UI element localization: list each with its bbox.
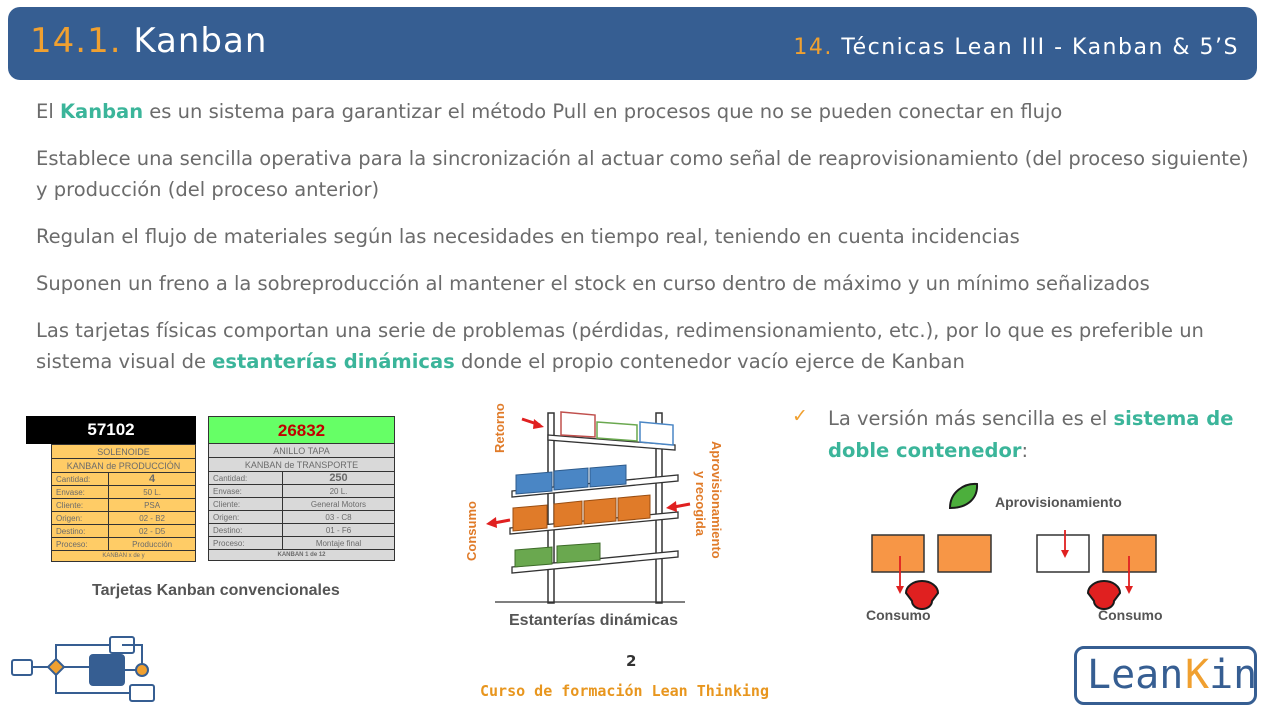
orange-box [618, 495, 650, 521]
card-row [209, 485, 394, 498]
p1-highlight: Kanban [59, 100, 144, 123]
bullet-text-b: : [1021, 439, 1029, 462]
card-row [209, 537, 394, 550]
label-aprovisionamiento: Aprovisionamiento [995, 494, 1122, 510]
label-aprovisionamiento: Aprovisionamiento [709, 441, 724, 559]
card-row-label: Envase: [52, 486, 109, 498]
card-row [209, 498, 394, 511]
logo-kin: Kin [1185, 652, 1258, 698]
paragraph-4: Suponen un freno a la sobreproducción al mantener el stock en curso dentro de máximo y un mínimo señalizados [36, 272, 1150, 295]
logo-lean: Lean [1087, 652, 1184, 698]
blue-box [554, 468, 588, 490]
arrow-retorno [522, 419, 544, 429]
card-row-label: Proceso: [52, 538, 109, 550]
card-row-value: 250 [329, 472, 348, 484]
section-number: 14.1. [30, 21, 122, 61]
arrow-consumo [486, 517, 510, 528]
orange-box [513, 505, 547, 531]
card-row-value: 20 L. [329, 487, 348, 496]
bullet-text [828, 403, 1238, 467]
card-footer: KANBAN x de y [102, 553, 145, 559]
chapter-number: 14. [793, 35, 833, 60]
card-number: 57102 [26, 416, 196, 444]
card-row-value: Producción [132, 540, 173, 549]
blue-box [590, 465, 626, 487]
consumer-hand-icon [1088, 581, 1120, 609]
empty-container [640, 422, 673, 445]
p5-highlight: estanterías dinámicas [212, 350, 455, 373]
leankin-logo [1074, 646, 1257, 705]
kanban-card-transport [208, 416, 395, 561]
card-row [52, 486, 195, 499]
card-footer: KANBAN 1 de 12 [277, 552, 326, 558]
empty-container [597, 422, 637, 441]
card-row-value: Montaje final [315, 539, 362, 548]
card-row-value: 02 - B2 [139, 514, 165, 523]
card-row [209, 472, 394, 485]
card-number: 26832 [209, 417, 394, 444]
card-type: KANBAN de PRODUCCIÓN [52, 459, 195, 473]
card-row [52, 473, 195, 486]
section-name: Kanban [133, 21, 268, 61]
leaf-icon [950, 484, 977, 508]
card-row [209, 524, 394, 537]
empty-container [561, 412, 595, 437]
p1-text-b: es un sistema para garantizar el método Pull en procesos que no se pueden conectar en flujo [143, 100, 1063, 123]
consumer-hand-icon [906, 581, 938, 609]
card-row-value: 01 - F6 [325, 526, 352, 535]
slide-header [8, 7, 1257, 80]
paragraph-3: Regulan el flujo de materiales según las necesidades en tiempo real, teniendo en cuenta incidencias [36, 225, 1020, 248]
card-row-label: Origen: [52, 512, 109, 524]
green-box [515, 547, 552, 567]
bullet-text-a: La versión más sencilla es el [828, 407, 1114, 430]
cards-caption: Tarjetas Kanban convencionales [92, 582, 340, 599]
paragraph-1 [36, 96, 1251, 127]
card-row-label: Cantidad: [209, 472, 283, 484]
card-row-value: 50 L. [143, 488, 161, 497]
card-row [52, 525, 195, 538]
label-consumo-left: Consumo [866, 607, 931, 623]
p1-text-a: El [36, 100, 60, 123]
double-container-diagram [860, 478, 1163, 628]
card-row [52, 499, 195, 512]
card-row [52, 512, 195, 525]
course-brand: Curso de formación Lean Thinking [480, 682, 769, 700]
card-row-label: Destino: [52, 525, 109, 537]
bullet-highlight: sistema de doble contenedor [828, 407, 1234, 462]
card-row-value: PSA [144, 501, 161, 510]
card-row-value: 02 - D5 [138, 527, 166, 536]
check-icon: ✓ [792, 405, 808, 427]
card-row [209, 511, 394, 524]
paragraph-2: Establece una sencilla operativa para la sincronización al actuar como señal de reaprovisionamiento (del proceso siguiente) y producción (del proceso anterior) [36, 147, 1249, 201]
card-row-value: 4 [149, 473, 156, 485]
card-part: ANILLO TAPA [209, 444, 394, 458]
container-full [872, 535, 924, 572]
label-y-recogida: y recogida [693, 471, 708, 537]
page-number: 2 [626, 652, 637, 670]
chapter-title [793, 35, 1239, 60]
container-full [938, 535, 991, 572]
card-row [52, 538, 195, 551]
card-row-label: Cliente: [52, 499, 109, 511]
arrow-aprovisionamiento [666, 501, 690, 512]
shelf-upright-left [548, 413, 554, 603]
shelves-caption: Estanterías dinámicas [509, 612, 678, 629]
label-retorno: Retorno [492, 403, 507, 453]
p5-text-a: Las tarjetas físicas comportan una serie de problemas (pérdidas, redimensionamiento, etc.), por lo que es preferible un sistema visual de [36, 319, 1204, 373]
orange-box [584, 498, 616, 524]
p5-text-b: donde el propio contenedor vacío ejerce de Kanban [454, 350, 965, 373]
card-row-label: Destino: [209, 524, 283, 536]
card-row-value: General Motors [310, 500, 367, 509]
card-row-label: Origen: [209, 511, 283, 523]
section-title [30, 21, 267, 61]
orange-box [554, 501, 582, 527]
card-type: KANBAN de TRANSPORTE [209, 458, 394, 472]
chapter-name: Técnicas Lean III - Kanban & 5’S [841, 35, 1239, 60]
blue-box [516, 472, 552, 494]
card-row-label: Cantidad: [52, 473, 109, 485]
label-consumo: Consumo [464, 501, 479, 561]
card-row-value: 03 - C8 [325, 513, 352, 522]
kanban-card-production [26, 416, 196, 562]
process-flow-icon [10, 635, 160, 707]
card-row-label: Cliente: [209, 498, 283, 510]
paragraph-5 [36, 315, 1251, 377]
card-part: SOLENOIDE [52, 445, 195, 459]
card-row-label: Envase: [209, 485, 283, 497]
green-box [557, 543, 600, 563]
card-row-label: Proceso: [209, 537, 283, 549]
dynamic-shelf-diagram [460, 395, 724, 610]
label-consumo-right: Consumo [1098, 607, 1163, 623]
